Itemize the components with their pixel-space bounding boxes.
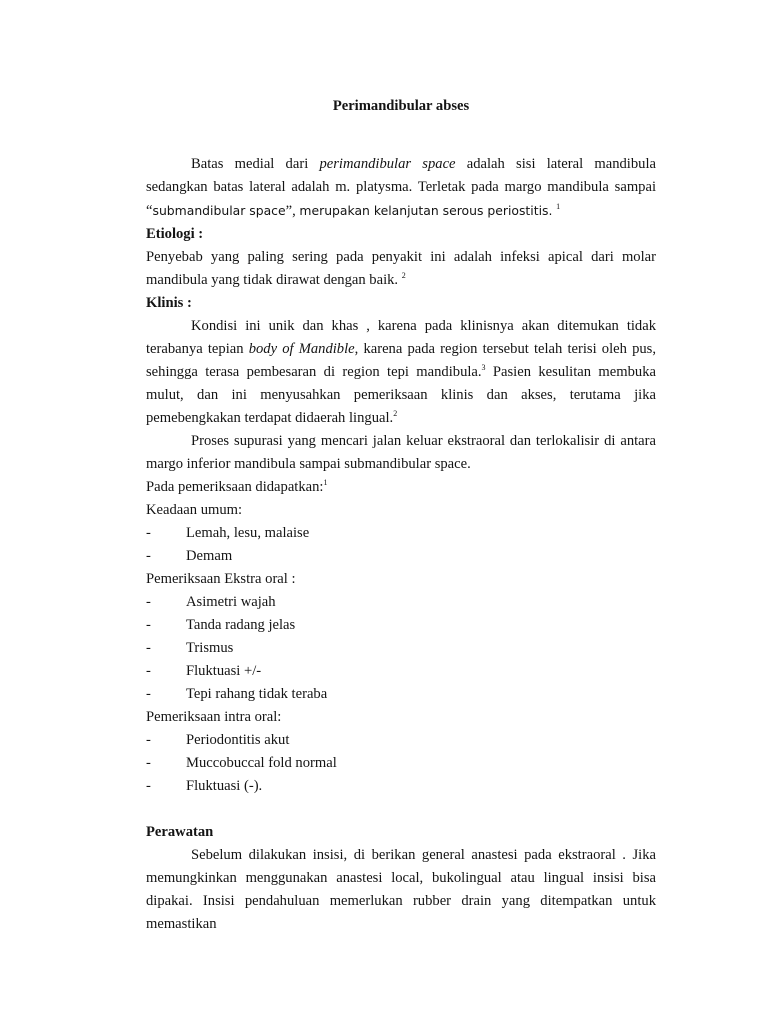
klinis-italic-term: body of Mandible [248, 341, 355, 357]
list-item-text: Periodontitis akut [186, 732, 290, 748]
list-item-text: Asimetri wajah [186, 594, 276, 610]
list-item-text: Tepi rahang tidak teraba [186, 686, 328, 702]
perawatan-paragraph: Sebelum dilakukan insisi, di berikan general anastesi pada ekstraoral . Jika memungkinkan menggunakan anastesi local, bukolingual atau lingual insisi bisa dipakai. Insisi pendahuluan memerlukan rubber drain yang ditempatkan untuk memastikan [146, 847, 656, 932]
pemeriksaan-line [146, 476, 656, 499]
klinis-text-b: , karena pada region tersebut telah terisi oleh pus, sehingga terasa pembesaran di region tepi mandibula. [146, 341, 656, 380]
list-item-text: Fluktuasi +/- [186, 663, 262, 679]
list-dash: - [146, 525, 151, 541]
list-item [146, 591, 656, 614]
list-dash: - [146, 548, 151, 564]
list-dash: - [146, 686, 151, 702]
list-item [146, 637, 656, 660]
klinis-text-c: Pasien kesulitan membuka mulut, dan ini menyusahkan pemeriksaan klinis dan akses, terutama jika pemebengkakan terdapat didaerah lingual. [146, 364, 656, 426]
ekstra-oral-label: Pemeriksaan Ekstra oral : [146, 571, 296, 587]
list-item [146, 614, 656, 637]
etiologi-paragraph [146, 246, 656, 292]
list-dash: - [146, 755, 151, 771]
klinis-heading: Klinis : [146, 295, 192, 311]
list-item-text: Demam [186, 548, 233, 564]
list-item [146, 729, 656, 752]
reference-marker: 2 [393, 409, 398, 419]
list-dash: - [146, 778, 151, 794]
intro-sans-term: submandibular space [152, 203, 286, 218]
list-item [146, 660, 656, 683]
list-item-text: Muccobuccal fold normal [186, 755, 337, 771]
intra-oral-list [146, 729, 656, 798]
intra-oral-label: Pemeriksaan intra oral: [146, 709, 282, 725]
list-item [146, 683, 656, 706]
list-item-text: Fluktuasi (-). [186, 778, 263, 794]
intro-paragraph [146, 153, 656, 223]
klinis-text-a: Kondisi ini unik dan khas , karena pada klinisnya akan ditemukan tidak terabanya tepian [146, 318, 656, 357]
keadaan-umum-label: Keadaan umum: [146, 502, 243, 518]
list-item-text: Lemah, lesu, malaise [186, 525, 310, 541]
etiologi-heading: Etiologi : [146, 226, 204, 242]
list-item [146, 522, 656, 545]
reference-marker: 3 [481, 363, 486, 373]
klinis-paragraph-1 [146, 315, 656, 430]
reference-marker: 1 [556, 202, 561, 212]
intro-text-b: adalah sisi lateral mandibula sedangkan batas lateral adalah m. platysma. Terletak pada margo mandibula sampai “ [146, 156, 656, 219]
list-dash: - [146, 617, 151, 633]
keadaan-umum-list [146, 522, 656, 568]
etiologi-text: Penyebab yang paling sering pada penyakit ini adalah infeksi apical dari molar mandibula yang tidak dirawat dengan baik. [146, 249, 656, 288]
list-dash: - [146, 663, 151, 679]
intro-text-a: Batas medial dari [191, 156, 320, 172]
list-dash: - [146, 594, 151, 610]
list-item-text: Tanda radang jelas [186, 617, 296, 633]
klinis-paragraph-2: Proses supurasi yang mencari jalan keluar ekstraoral dan terlokalisir di antara margo inferior mandibula sampai submandibular space. [146, 433, 656, 472]
pemeriksaan-text: Pada pemeriksaan didapatkan: [146, 479, 324, 495]
list-item [146, 752, 656, 775]
document-title: Perimandibular abses [332, 98, 470, 114]
perawatan-heading: Perawatan [146, 824, 214, 840]
list-dash: - [146, 640, 151, 656]
intro-italic-term: perimandibular space [319, 156, 456, 172]
reference-marker: 1 [323, 478, 328, 488]
intro-text-c: ”, [285, 203, 300, 219]
list-dash: - [146, 732, 151, 748]
list-item [146, 775, 656, 798]
reference-marker: 2 [401, 271, 406, 281]
intro-sans-text: merupakan kelanjutan serous periostitis. [299, 203, 553, 218]
ekstra-oral-list [146, 591, 656, 706]
list-item [146, 545, 656, 568]
list-item-text: Trismus [186, 640, 234, 656]
